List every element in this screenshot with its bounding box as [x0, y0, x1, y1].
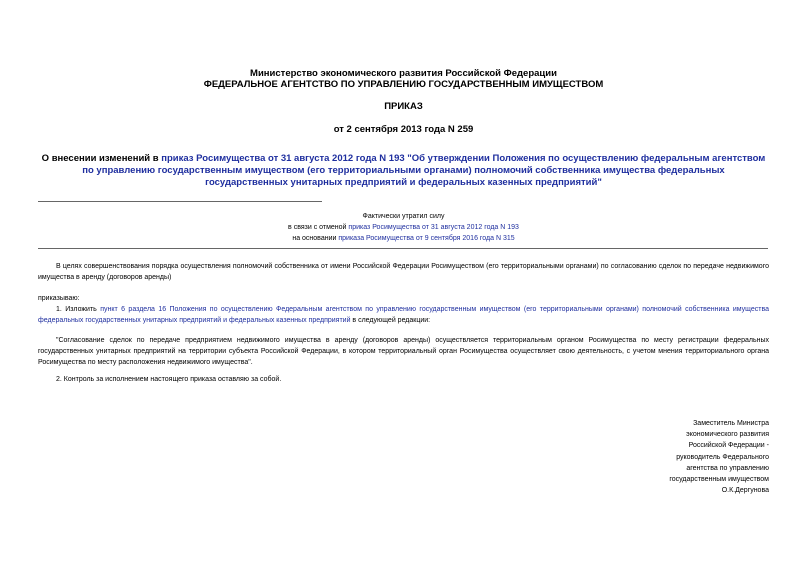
title-prefix: О внесении изменений в	[41, 153, 162, 164]
document-date-number: от 2 сентября 2013 года N 259	[333, 124, 474, 135]
divider-full	[38, 248, 768, 249]
status-line-3	[0, 233, 807, 244]
quote-paragraph: "Согласование сделок по передаче предприятием недвижимого имущества в аренду (договоров аренды) осуществляется территориальным органом Росимущества по месту регистрации федеральных государственных унитарных предприятий на территории субъекта Российской Федерации, в котором территориальный орган Росимущества осуществляет свою деятельность, с учетом мнения территориального органа Росимущества по месту расположения недвижимого имущества".	[38, 337, 769, 366]
status-line-2-prefix: в связи с отменой	[288, 224, 349, 231]
signature-line: государственным имуществом	[669, 476, 769, 484]
item-1-suffix: в следующей редакции:	[350, 317, 431, 324]
agency-name: ФЕДЕРАЛЬНОЕ АГЕНТСТВО ПО УПРАВЛЕНИЮ ГОСУДАРСТВЕННЫМ ИМУЩЕСТВОМ	[203, 79, 604, 90]
item-2-paragraph: 2. Контроль за исполнением настоящего приказа оставляю за собой.	[56, 376, 282, 383]
signature-line: экономического развития	[686, 431, 769, 439]
signature-line: Заместитель Министра	[693, 420, 769, 427]
intro-paragraph: В целях совершенствования порядка осуществления полномочий собственника от имени Российской Федерации Росимуществом (его территориальными органами) по согласованию сделок по передаче недвижимого имущества в аренду (договоров аренды)	[38, 263, 769, 281]
signature-line: Российской Федерации -	[688, 442, 769, 450]
status-line-3-link[interactable]: приказа Росимущества от 9 сентября 2016 года N 315	[338, 235, 515, 242]
divider-short	[38, 201, 322, 202]
signature-line: руководитель Федерального	[676, 453, 769, 461]
signature-line: агентства по управлению	[686, 464, 769, 472]
item-1-link[interactable]: пункт 6 раздела 16 Положения по осуществлению Федеральным агентством по управлению государственным имуществом (его территориальными органами) полномочий собственника имущества федеральных государственных унитарных предприятий и федеральных казенных предприятий	[38, 306, 769, 324]
status-line-1: Фактически утратил силу	[362, 213, 445, 220]
signature-block	[569, 418, 769, 496]
document-title	[40, 153, 767, 189]
item-1-paragraph	[38, 304, 769, 326]
order-word: приказываю:	[38, 295, 80, 302]
status-line-2	[0, 222, 807, 233]
item-1-prefix: 1. Изложить	[56, 306, 101, 313]
status-line-2-link[interactable]: приказ Росимущества от 31 августа 2012 года N 193	[348, 224, 519, 231]
document-type: ПРИКАЗ	[384, 101, 423, 112]
ministry-name: Министерство экономического развития Российской Федерации	[250, 68, 557, 79]
title-link[interactable]: приказ Росимущества от 31 августа 2012 года N 193 "Об утверждении Положения по осуществлению федеральным агентством по управлению государственным имуществом (его территориальными органами) полномочий собственника имущества федеральных государственных унитарных предприятий и федеральных казенных предприятий"	[82, 153, 766, 188]
signer-name: О.К.Дергунова	[721, 487, 769, 495]
status-line-3-prefix: на основании	[292, 235, 339, 242]
